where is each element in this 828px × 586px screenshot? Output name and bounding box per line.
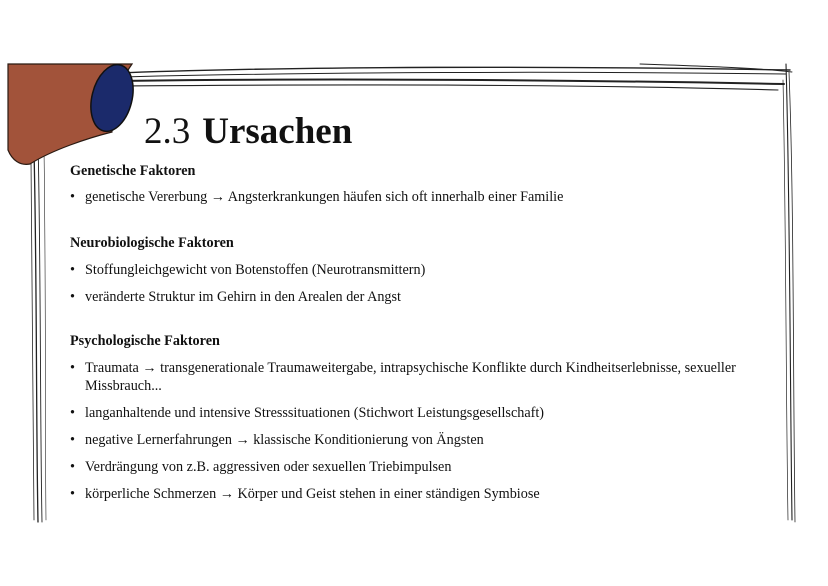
list-item: • veränderte Struktur im Gehirn in den Arealen der Angst — [70, 288, 425, 306]
list-item: • Verdrängung von z.B. aggressiven oder sexuellen Triebimpulsen — [70, 458, 770, 476]
section-heading: Genetische Faktoren — [70, 163, 196, 179]
section-heading: Neurobiologische Faktoren — [70, 235, 234, 251]
section-neurobiological — [70, 234, 425, 306]
section-genetic — [70, 162, 563, 206]
section-heading: Psychologische Faktoren — [70, 333, 220, 349]
slide-title — [144, 108, 352, 156]
list-item: • körperliche Schmerzen → Körper und Geist stehen in einer ständigen Symbiose — [70, 485, 770, 503]
title-text: Ursachen — [202, 111, 353, 152]
section-psychological — [70, 332, 770, 503]
list-item: • negative Lernerfahrungen → klassische Konditionierung von Ängsten — [70, 431, 770, 449]
list-item: • langanhaltende und intensive Stresssituationen (Stichwort Leistungsgesellschaft) — [70, 404, 770, 422]
section-number: 2.3 — [144, 111, 191, 152]
bullet-list — [70, 188, 563, 206]
list-item: • Stoffungleichgewicht von Botenstoffen (Neurotransmittern) — [70, 261, 425, 279]
bullet-list — [70, 359, 770, 503]
bullet-list — [70, 261, 425, 306]
list-item: • Traumata → transgenerationale Traumaweitergabe, intrapsychische Konflikte durch Kindheitserlebnisse, sexueller Missbrauch... — [70, 359, 770, 395]
list-item: • genetische Vererbung → Angsterkrankungen häufen sich oft innerhalb einer Familie — [70, 188, 563, 206]
